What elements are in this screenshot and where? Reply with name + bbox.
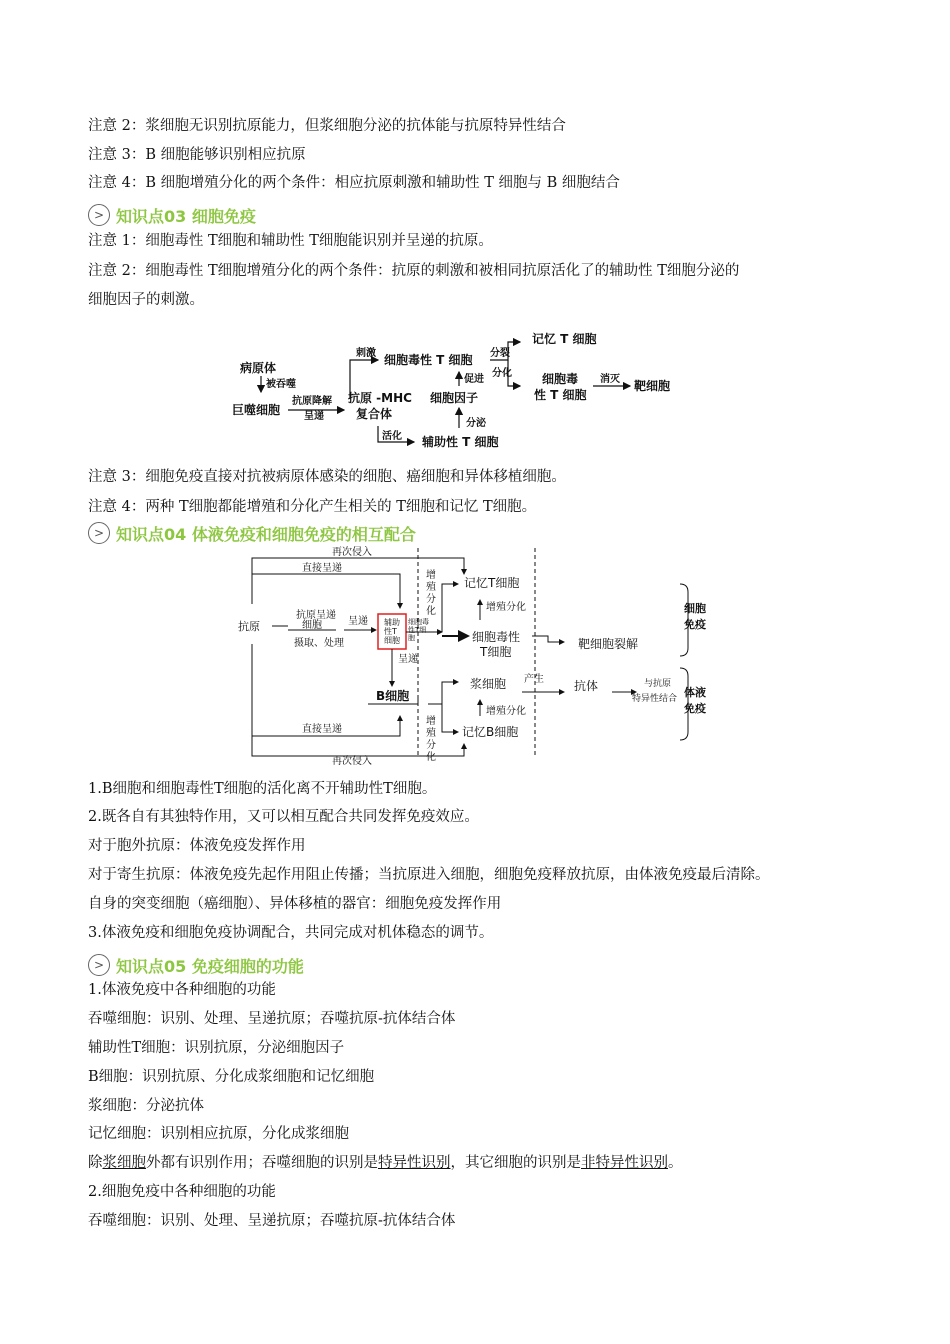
s5-line-4: B细胞：识别抗原、分化成浆细胞和记忆细胞 bbox=[88, 1069, 375, 1085]
helper-t-label: 辅助性 T 细胞 bbox=[422, 435, 499, 449]
target-cell-label: 靶细胞 bbox=[634, 379, 671, 393]
memory-b-label: 记忆B细胞 bbox=[462, 725, 519, 739]
cytotoxic-line-2: T细胞 bbox=[480, 645, 512, 659]
engulfed-label: 被吞噬 bbox=[266, 379, 296, 390]
s3-note-2: 注意 2：细胞毒性 T细胞增殖分化的两个条件：抗原的刺激和被相同抗原活化了的辅助性 T细胞分泌的 bbox=[88, 263, 740, 279]
note-4: 注意 4：B 细胞增殖分化的两个条件：相应抗原刺激和辅助性 T 细胞与 B 细胞结合 bbox=[88, 175, 620, 191]
macrophage-label: 巨噬细胞 bbox=[232, 403, 281, 417]
s5-line-8: 吞噬细胞：识别、处理、呈递抗原；吞噬抗原-抗体结合体 bbox=[88, 1213, 456, 1229]
underlined-term: 特异性识别 bbox=[378, 1155, 451, 1171]
bind-line-2: 特异性结合 bbox=[632, 694, 678, 704]
cyto-small-2: 性T细 bbox=[408, 626, 427, 634]
arrow-circle-icon: > bbox=[88, 522, 110, 544]
cyto-small-1: 细胞毒 bbox=[408, 618, 429, 626]
degrade-label: 抗原降解 bbox=[292, 396, 332, 407]
cell-immunity-1: 细胞 bbox=[684, 602, 706, 615]
present-label: 呈递 bbox=[304, 411, 324, 422]
secrete-label: 分泌 bbox=[466, 418, 486, 429]
cyto-small-3: 胞 bbox=[408, 634, 415, 642]
prolif-diff-bottom: 增殖分化 bbox=[486, 706, 526, 717]
s5-line-1: 1.体液免疫中各种细胞的功能 bbox=[88, 982, 276, 998]
section-title: 知识点03 细胞免疫 bbox=[116, 206, 256, 226]
destroy-label: 消灭 bbox=[600, 374, 620, 385]
s4-line-5: 自身的突变细胞（癌细胞）、异体移植的器官：细胞免疫发挥作用 bbox=[88, 896, 502, 912]
text-part: 除 bbox=[88, 1155, 103, 1171]
arrow-circle-icon: > bbox=[88, 204, 110, 226]
antigen-label: 抗原 bbox=[238, 620, 260, 633]
b-cell-label: B细胞 bbox=[376, 689, 410, 703]
complex-line-1: 抗原 -MHC bbox=[348, 391, 412, 405]
s5-line-2: 吞噬细胞：识别、处理、呈递抗原；吞噬抗原-抗体结合体 bbox=[88, 1011, 456, 1027]
s3-note-4: 注意 4：两种 T细胞都能增殖和分化产生相关的 T细胞和记忆 T细胞。 bbox=[88, 499, 537, 515]
section-title: 知识点05 免疫细胞的功能 bbox=[116, 956, 304, 976]
apc-line-2: 细胞 bbox=[302, 620, 322, 631]
s4-line-3: 对于胞外抗原：体液免疫发挥作用 bbox=[88, 838, 306, 854]
lysis-label: 靶细胞裂解 bbox=[578, 637, 639, 651]
s5-line-5: 浆细胞：分泌抗体 bbox=[88, 1098, 204, 1114]
promote-label: 促进 bbox=[464, 374, 484, 385]
cytotoxic2-line-2: 性 T 细胞 bbox=[534, 388, 587, 402]
stimulate-label: 刺激 bbox=[356, 348, 376, 359]
cytotoxic2-line-1: 细胞毒 bbox=[542, 372, 579, 386]
direct-present-bottom-label: 直接呈递 bbox=[302, 724, 342, 735]
produce-label: 产生 bbox=[524, 674, 544, 685]
split-label: 分裂 bbox=[490, 348, 510, 359]
prolif-bot-1: 增 bbox=[426, 716, 436, 727]
note-2: 注意 2：浆细胞无识别抗原能力，但浆细胞分泌的抗体能与抗原特异性结合 bbox=[88, 118, 566, 134]
text-part: 外都有识别作用；吞噬细胞的识别是 bbox=[146, 1155, 378, 1171]
uptake-label: 摄取、处理 bbox=[294, 638, 344, 649]
present2-label: 呈递 bbox=[398, 654, 418, 665]
section-heading-5 bbox=[88, 952, 304, 978]
text-part: ，其它细胞的识别是 bbox=[450, 1155, 581, 1171]
s5-line-7: 2.细胞免疫中各种细胞的功能 bbox=[88, 1184, 276, 1200]
activate-label: 活化 bbox=[382, 431, 402, 442]
text-part: 。 bbox=[668, 1155, 683, 1171]
prolif-bot-4: 化 bbox=[426, 752, 436, 763]
s5-special-line bbox=[88, 1153, 683, 1173]
memory-t-label: 记忆T细胞 bbox=[464, 576, 520, 590]
bind-line-1: 与抗原 bbox=[644, 679, 672, 689]
note-3: 注意 3：B 细胞能够识别相应抗原 bbox=[88, 147, 306, 163]
s3-note-1: 注意 1：细胞毒性 T细胞和辅助性 T细胞能识别并呈递的抗原。 bbox=[88, 233, 493, 249]
s4-line-6: 3.体液免疫和细胞免疫协调配合，共同完成对机体稳态的调节。 bbox=[88, 925, 494, 941]
cell-immunity-diagram bbox=[228, 328, 698, 456]
arrow-circle-icon: > bbox=[88, 954, 110, 976]
s4-line-1: 1.B细胞和细胞毒性T细胞的活化离不开辅助性T细胞。 bbox=[88, 781, 437, 797]
immune-cooperation-diagram bbox=[232, 544, 714, 766]
cytotoxic-label: 细胞毒性 T 细胞 bbox=[384, 353, 473, 367]
direct-present-top-label: 直接呈递 bbox=[302, 563, 342, 574]
s4-line-2: 2.既各自有其独特作用，又可以相互配合共同发挥免疫效应。 bbox=[88, 809, 479, 825]
cell-immunity-2: 免疫 bbox=[684, 618, 706, 631]
helper-line-2: 性T bbox=[384, 627, 397, 636]
plasma-label: 浆细胞 bbox=[470, 677, 507, 691]
pathogen-label: 病原体 bbox=[240, 361, 277, 375]
s5-line-6: 记忆细胞：识别相应抗原，分化成浆细胞 bbox=[88, 1126, 349, 1142]
helper-line-1: 辅助 bbox=[384, 618, 400, 627]
cytotoxic-line-1: 细胞毒性 bbox=[472, 630, 521, 644]
s5-line-3: 辅助性T细胞：识别抗原，分泌细胞因子 bbox=[88, 1040, 345, 1056]
underlined-term: 浆细胞 bbox=[102, 1155, 146, 1171]
s4-line-4: 对于寄生抗原：体液免疫先起作用阻止传播；当抗原进入细胞，细胞免疫释放抗原，由体液免疫最后清除。 bbox=[88, 867, 770, 883]
antibody-label: 抗体 bbox=[574, 679, 599, 693]
section-title: 知识点04 体液免疫和细胞免疫的相互配合 bbox=[116, 524, 416, 544]
prolif-top-2: 殖 bbox=[426, 582, 436, 593]
prolif-top-4: 化 bbox=[426, 606, 436, 617]
reinvade-bottom-label: 再次侵入 bbox=[332, 756, 372, 766]
cytokine-label: 细胞因子 bbox=[430, 391, 479, 405]
prolif-bot-2: 殖 bbox=[426, 728, 436, 739]
helper-line-3: 细胞 bbox=[384, 636, 400, 645]
s3-note-2-cont: 细胞因子的刺激。 bbox=[88, 292, 204, 308]
prolif-bot-3: 分 bbox=[426, 740, 436, 751]
s3-note-3: 注意 3：细胞免疫直接对抗被病原体感染的细胞、癌细胞和异体移植细胞。 bbox=[88, 469, 566, 485]
apc-line-1: 抗原呈递 bbox=[296, 610, 336, 621]
prolif-diff-top: 增殖分化 bbox=[486, 602, 526, 613]
memory-t-label: 记忆 T 细胞 bbox=[532, 332, 597, 346]
humoral-2: 免疫 bbox=[684, 702, 706, 715]
complex-line-2: 复合体 bbox=[356, 407, 393, 421]
differentiate-label: 分化 bbox=[492, 368, 512, 379]
section-heading-3 bbox=[88, 202, 256, 228]
humoral-1: 体液 bbox=[684, 686, 706, 699]
present-label: 呈递 bbox=[348, 616, 368, 627]
prolif-top-3: 分 bbox=[426, 594, 436, 605]
underlined-term: 非特异性识别 bbox=[581, 1155, 668, 1171]
reinvade-top-label: 再次侵入 bbox=[332, 547, 372, 558]
section-heading-4 bbox=[88, 520, 416, 546]
prolif-top-1: 增 bbox=[426, 570, 436, 581]
